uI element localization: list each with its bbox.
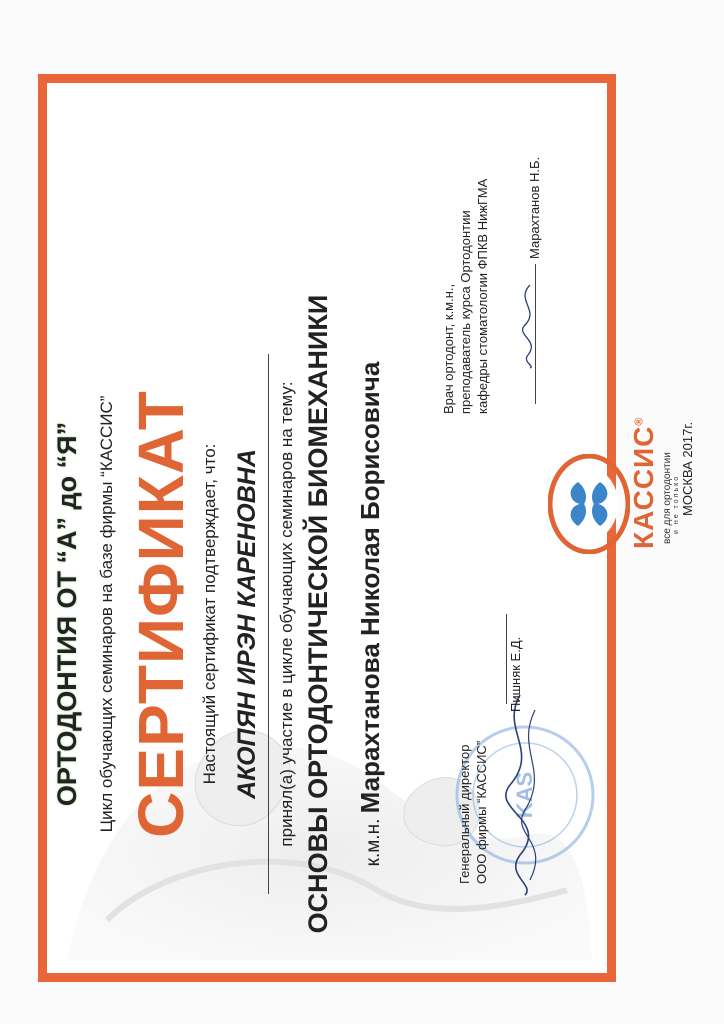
program-subtitle: Цикл обучающих семинаров на базе фирмы “КАССИС” xyxy=(97,395,116,833)
director-name: Пишняк Е.Д. xyxy=(508,636,523,712)
seminar-topic: ОСНОВЫ ОРТОДОНТИЧЕСКОЙ БИОМЕХАНИКИ xyxy=(303,294,333,934)
confirmation-text: Настоящий сертификат подтверждает, что: xyxy=(200,443,219,785)
lecturer-signature-line xyxy=(535,264,536,404)
program-title: ОРТОДОНТИЯ ОТ “А” до “Я” xyxy=(52,421,82,807)
lecturer-title: Врач ортодонт, к.м.н., преподаватель курса Ортодонтии кафедры стоматологии ФПКВ НижГМА xyxy=(441,178,490,414)
kassis-emblem-icon xyxy=(548,454,630,554)
director-signature-line xyxy=(506,614,507,704)
lecturer-name: Марахтанова Николая Борисовича xyxy=(355,361,385,814)
recipient-name: АКОПЯН ИРЭН КАРЕНОВНА xyxy=(233,449,261,799)
recipient-underline xyxy=(268,354,269,894)
participation-text: принял(а) участие в цикле обучающих семинаров на тему: xyxy=(277,381,296,847)
certificate-heading: СЕРТИФИКАТ xyxy=(125,390,197,838)
kassis-tagline: все для ортодонтии xyxy=(662,452,673,544)
kassis-logo-text: КАССИС® xyxy=(628,416,659,549)
kassis-tagline-secondary: и не только xyxy=(673,474,680,534)
lecturer-degree: к.м.н. xyxy=(363,818,384,867)
lecturer-line xyxy=(355,264,386,964)
director-title: Генеральный директор ООО фирмы “КАССИС” xyxy=(457,740,489,884)
city-year: МОСКВА 2017г. xyxy=(680,421,695,516)
svg-text:KAS: KAS xyxy=(512,771,537,819)
lecturer-signatory-name: Марахтанов Н.Б. xyxy=(527,156,542,259)
